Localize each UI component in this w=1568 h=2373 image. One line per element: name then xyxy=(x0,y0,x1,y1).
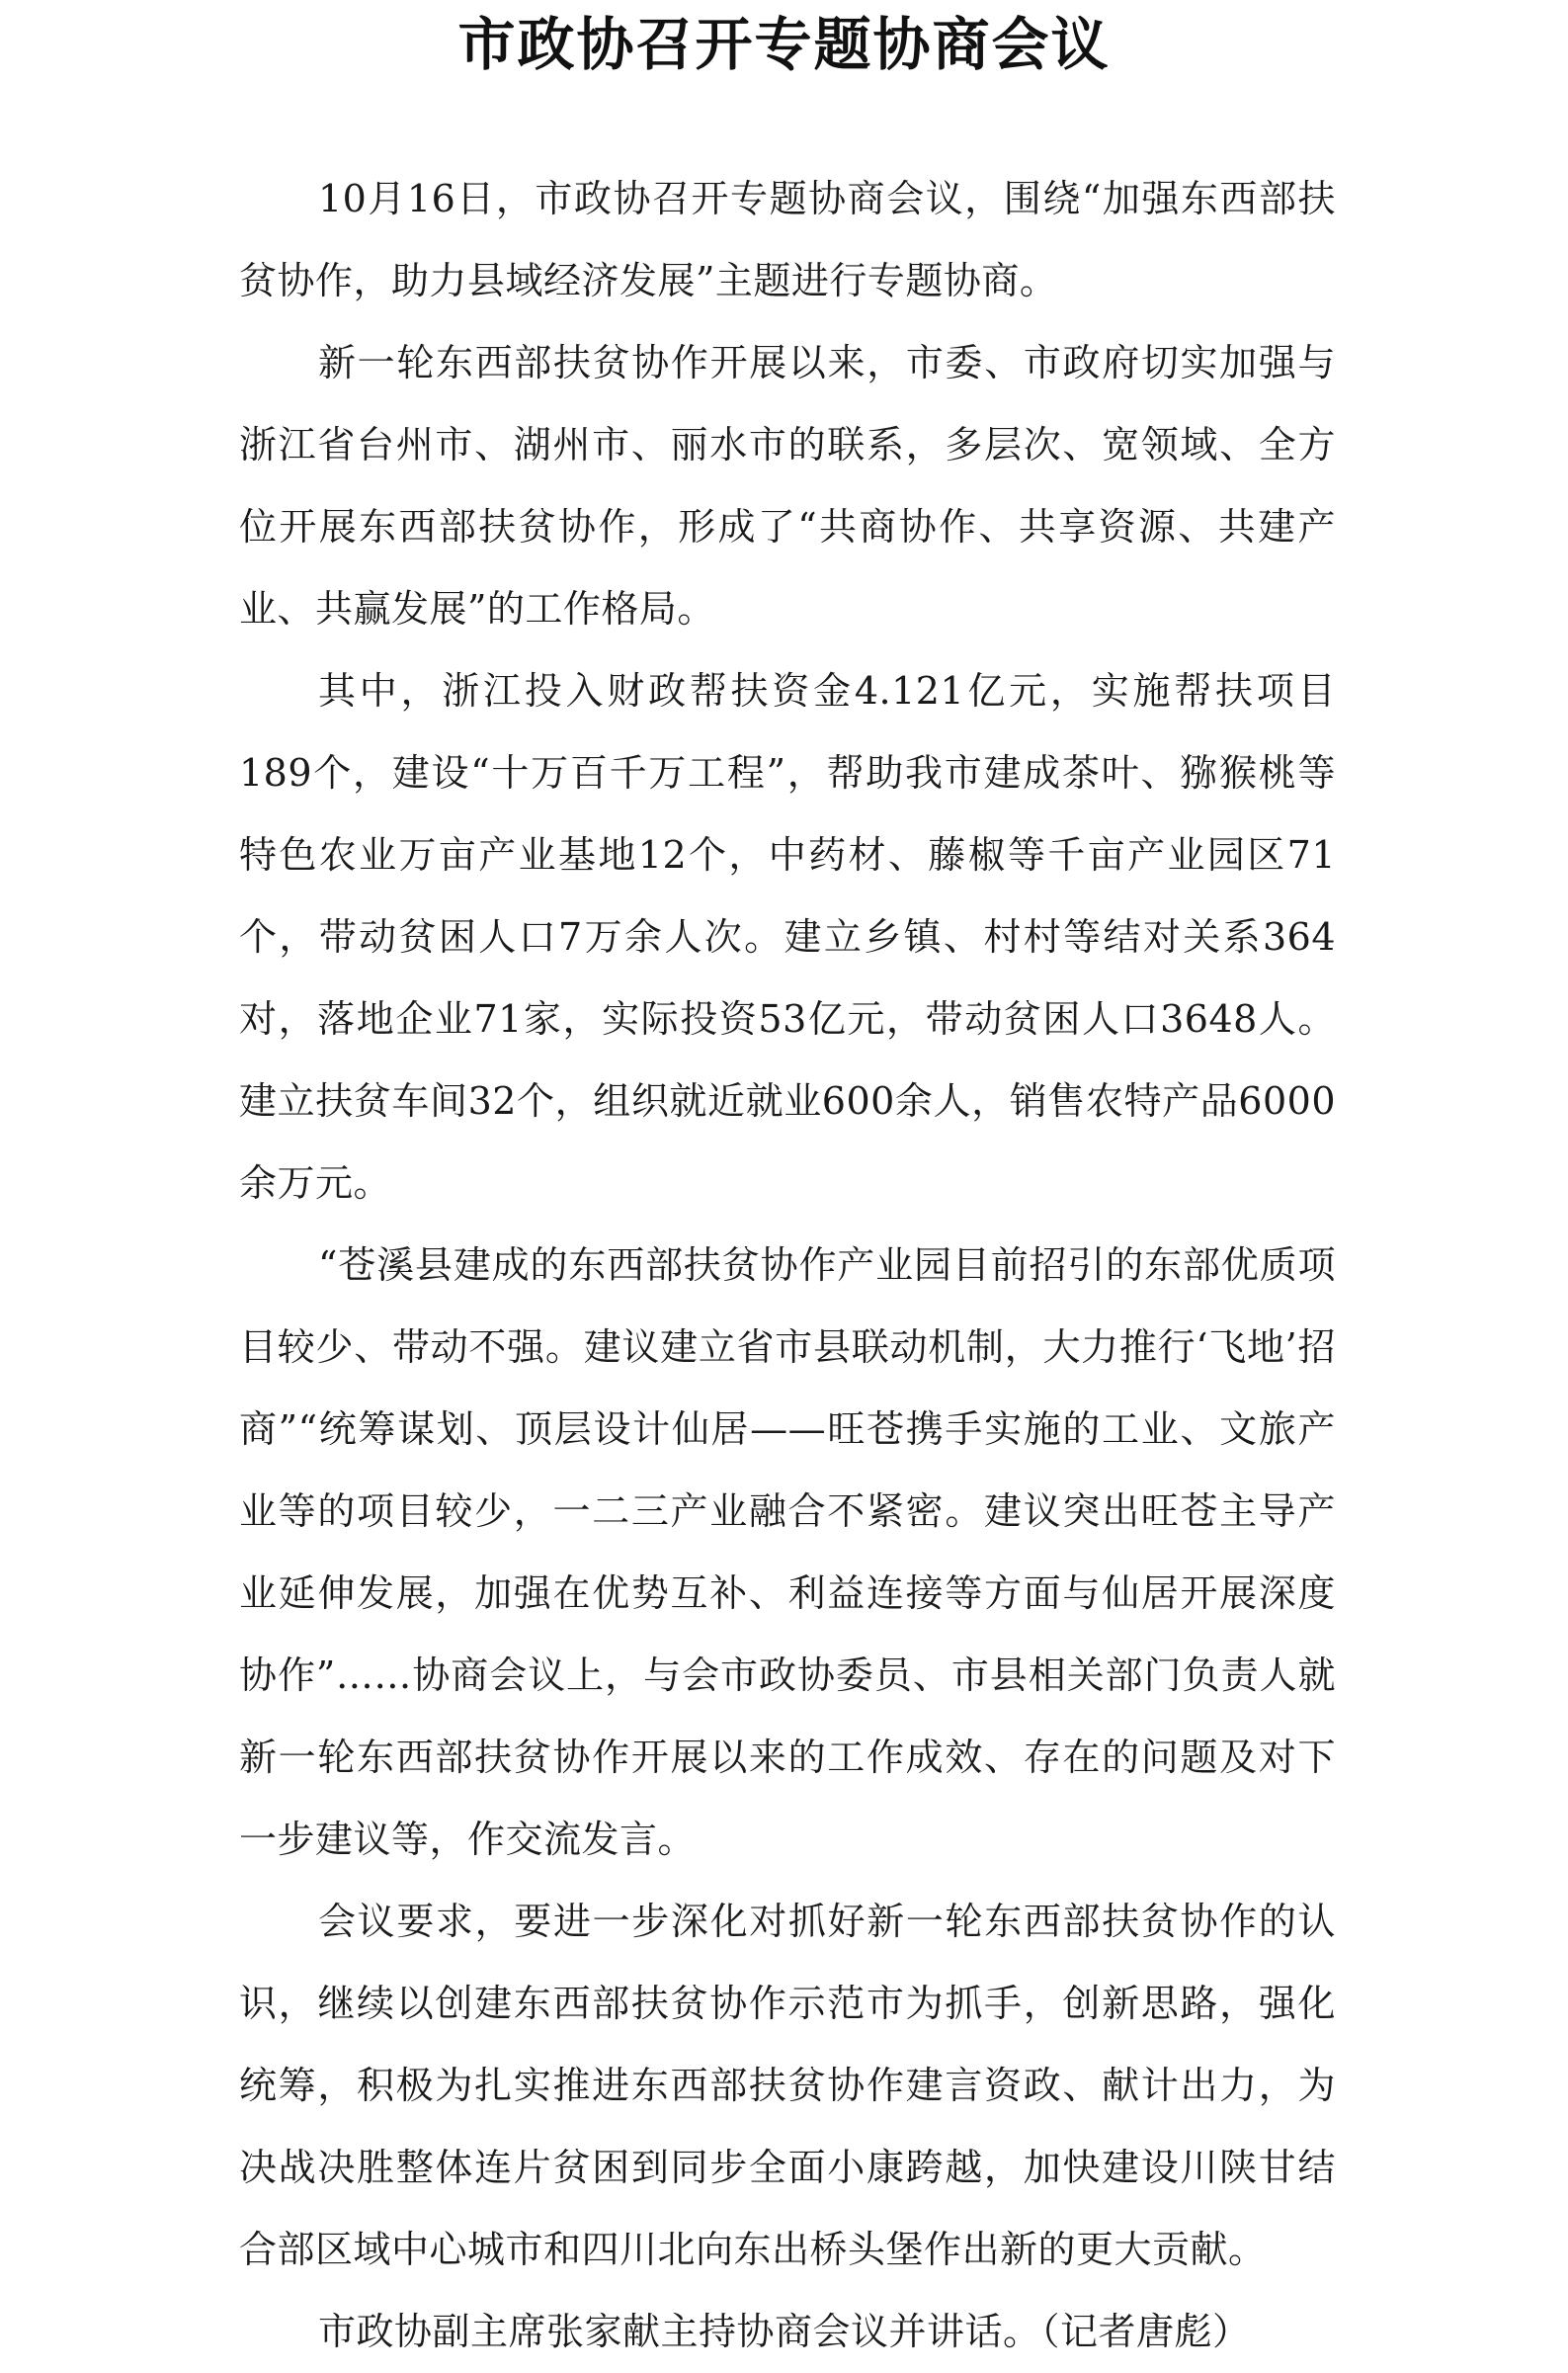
article-title: 市政协召开专题协商会议 xyxy=(457,11,1111,78)
paragraph-6: 市政协副主席张家献主持协商会议并讲话。（记者唐彪） xyxy=(318,2310,1251,2353)
paragraph-2: 新一轮东西部扶贫协作开展以来，市委、市政府切实加强与浙江省台州市、湖州市、丽水市的联系，多层次、宽领域、全方位开展东西部扶贫协作，形成了“共商协作、共享资源、共建产业、共赢发展”的工作格局。 xyxy=(239,341,1336,631)
paragraph-5: 会议要求，要进一步深化对抓好新一轮东西部扶贫协作的认识，继续以创建东西部扶贫协作示范市为抓手，创新思路，强化统筹，积极为扎实推进东西部扶贫协作建言资政、献计出力，为决战决胜整体连片贫困到同步全面小康跨越，加快建设川陕甘结合部区域中心城市和四川北向东出桥头堡作出新的更大贡献。 xyxy=(239,1900,1336,2271)
paragraph-3: 其中，浙江投入财政帮扶资金4.121亿元，实施帮扶项目189个，建设“十万百千万工程”，帮助我市建成茶叶、猕猴桃等特色农业万亩产业基地12个，中药材、藤椒等千亩产业园区71个，带动贫困人口7万余人次。建立乡镇、村村等结对关系364对，落地企业71家，实际投资53亿元，带动贫困人口3648人。建立扶贫车间32个，组织就近就业600余人，销售农特产品6000余万元。 xyxy=(239,669,1336,1205)
paragraph-4: “苍溪县建成的东西部扶贫协作产业园目前招引的东部优质项目较少、带动不强。建议建立省市县联动机制，大力推行‘飞地’招商”“统筹谋划、顶层设计仙居——旺苍携手实施的工业、文旅产业等的项目较少，一二三产业融合不紧密。建议突出旺苍主导产业延伸发展，加强在优势互补、利益连接等方面与仙居开展深度协作”……协商会议上，与会市政协委员、市县相关部门负责人就新一轮东西部扶贫协作开展以来的工作成效、存在的问题及对下一步建议等，作交流发言。 xyxy=(239,1243,1336,1861)
article-body xyxy=(239,158,1336,2373)
paragraph-1: 10月16日，市政协召开专题协商会议，围绕“加强东西部扶贫协作，助力县域经济发展”主题进行专题协商。 xyxy=(239,177,1336,302)
